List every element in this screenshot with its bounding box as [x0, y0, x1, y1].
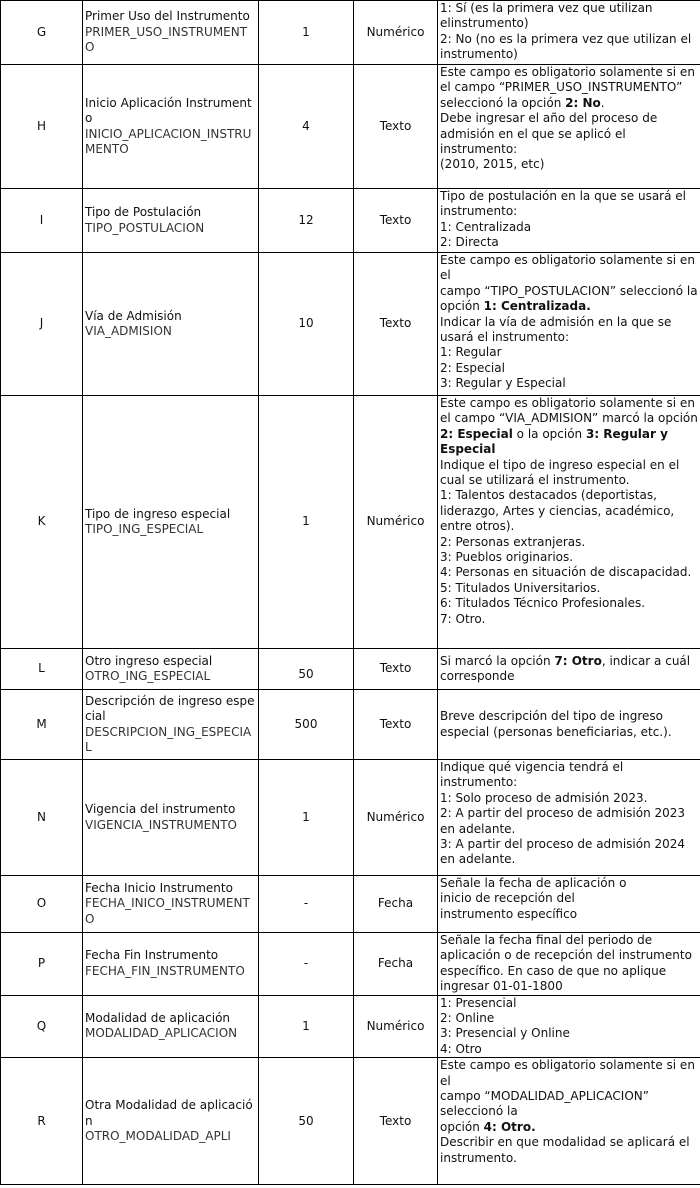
description-line [440, 581, 698, 596]
description-text: Indique el tipo de ingreso especial en el cual se utilizará el instrumento. [440, 457, 680, 488]
description-text: Tipo de postulación en la que se usará el instrumento: [440, 189, 686, 219]
field-label: Fecha Fin Instrumento [85, 948, 219, 963]
field-description [438, 760, 700, 876]
description-text: 3: Pueblos originarios. [440, 550, 574, 565]
description-line [440, 111, 698, 157]
description-text: 3: Regular y Especial [440, 376, 566, 391]
description-text: 1: Sí (es la primera vez que utilizan elinstrumento) [440, 1, 653, 31]
field-cell [83, 65, 259, 189]
row-letter: M [1, 690, 83, 760]
table-row [1, 1, 700, 65]
field-description [438, 189, 700, 253]
description-text: Si marcó la opción [440, 653, 555, 668]
description-text: 1: Solo proceso de admisión 2023. [440, 790, 648, 805]
field-label: Primer Uso del Instrumento [85, 9, 250, 24]
field-label: Descripción de ingreso especial [85, 693, 255, 724]
description-bold: 1: Centralizada. [483, 299, 591, 314]
table-row [1, 876, 700, 933]
description-line [440, 253, 698, 284]
table-row [1, 189, 700, 253]
field-length: 4 [259, 65, 354, 189]
field-length: 50 [259, 1058, 354, 1185]
field-variable: TIPO_ING_ESPECIAL [85, 522, 204, 536]
description-text: 2: Online [440, 1011, 495, 1026]
field-length: - [259, 876, 354, 933]
row-letter: P [1, 933, 83, 996]
field-type: Texto [354, 253, 438, 396]
field-label: Inicio Aplicación Instrumento [85, 95, 252, 126]
field-description [438, 876, 700, 933]
field-variable: VIA_ADMISION [85, 324, 172, 338]
description-line [440, 1089, 698, 1120]
field-cell [83, 396, 259, 649]
row-letter: N [1, 760, 83, 876]
description-line [440, 876, 698, 891]
description-text: 5: Titulados Universitarios. [440, 580, 601, 595]
description-line [440, 550, 698, 565]
description-line [440, 837, 698, 868]
field-variable: OTRO_ING_ESPECIAL [85, 669, 211, 683]
description-line [440, 32, 698, 63]
description-line [440, 65, 698, 111]
field-cell [83, 1058, 259, 1185]
field-description [438, 1058, 700, 1185]
field-label: Otra Modalidad de aplicación [85, 1098, 253, 1128]
table-row [1, 690, 700, 760]
description-text: Este campo es obligatorio solamente si en el campo “PRIMER_USO_INSTRUMENTO” seleccionó la opción [440, 65, 695, 110]
description-line [440, 1011, 698, 1026]
field-length: 500 [259, 690, 354, 760]
description-line [440, 157, 698, 172]
description-line [440, 791, 698, 806]
field-description [438, 253, 700, 396]
description-text: 2: Personas extranjeras. [440, 534, 586, 549]
description-text: 2: Especial [440, 360, 505, 375]
row-letter: O [1, 876, 83, 933]
field-cell [83, 995, 259, 1058]
description-text: 1: Regular [440, 345, 502, 360]
field-variable: OTRO_MODALIDAD_APLI [85, 1128, 231, 1143]
description-line [440, 565, 698, 580]
description-line [440, 345, 698, 360]
description-bold: 7: Otro [554, 653, 602, 668]
row-letter: Q [1, 995, 83, 1058]
row-letter: H [1, 65, 83, 189]
field-description [438, 1, 700, 65]
field-type: Texto [354, 690, 438, 760]
description-line [440, 220, 698, 235]
field-label: Tipo de Postulación [85, 205, 202, 220]
table-row [1, 995, 700, 1058]
row-letter: K [1, 396, 83, 649]
description-text: Debe ingresar el año del proceso de admisión en el que se aplicó el instrumento: [440, 111, 658, 157]
field-length: - [259, 933, 354, 996]
table-body [1, 1, 700, 1185]
description-line [440, 612, 698, 627]
field-variable: MODALIDAD_APLICACION [85, 1026, 238, 1041]
description-line [440, 709, 698, 740]
field-length: 1 [259, 760, 354, 876]
description-text: Este campo es obligatorio solamente si en el [440, 1058, 695, 1088]
field-cell [83, 876, 259, 933]
row-letter: I [1, 189, 83, 253]
field-label: Tipo de ingreso especial [85, 506, 231, 521]
description-line [440, 1, 698, 32]
description-line [440, 396, 698, 458]
description-text: Señale la fecha final del periodo de aplicación o de recepción del instrumento específico. En caso de que no aplique ingresar 01-01-1800 [440, 933, 692, 994]
description-text: Describir en que modalidad se aplicará el instrumento. [440, 1135, 690, 1165]
description-line [440, 361, 698, 376]
field-variable: DESCRIPCION_ING_ESPECIAL [85, 724, 252, 754]
field-label: Fecha Inicio Instrumento [85, 880, 233, 895]
description-line [440, 1058, 698, 1089]
description-line [440, 488, 698, 534]
description-text: 1: Talentos destacados (deportistas, liderazgo, Artes y ciencias, académico, entre otros). [440, 488, 675, 534]
field-variable: VIGENCIA_INSTRUMENTO [85, 817, 238, 832]
description-text: instrumento específico [440, 906, 578, 921]
description-text: Este campo es obligatorio solamente si en el [440, 253, 695, 283]
field-description [438, 396, 700, 649]
description-bold: 4: Otro. [483, 1119, 536, 1134]
description-line [440, 458, 698, 489]
field-variable: INICIO_APLICACION_INSTRUMENTO [85, 126, 252, 156]
description-line [440, 806, 698, 837]
table-row [1, 760, 700, 876]
description-text: inicio de recepción del [440, 891, 575, 906]
row-letter: J [1, 253, 83, 396]
field-description [438, 690, 700, 760]
description-text: Indicar la vía de admisión en la que se usará el instrumento: [440, 314, 672, 345]
field-variable: FECHA_FIN_INSTRUMENTO [85, 963, 245, 978]
field-variable: TIPO_POSTULACION [85, 220, 205, 235]
row-letter: L [1, 649, 83, 690]
field-type: Fecha [354, 933, 438, 996]
field-length: 10 [259, 253, 354, 396]
description-text: Breve descripción del tipo de ingreso especial (personas beneficiarias, etc.). [440, 709, 672, 739]
table-row [1, 253, 700, 396]
field-description [438, 65, 700, 189]
description-bold: 2: Especial [440, 426, 513, 441]
field-description [438, 933, 700, 996]
description-line [440, 891, 698, 906]
field-type: Numérico [354, 1, 438, 65]
field-type: Numérico [354, 760, 438, 876]
description-line [440, 1120, 698, 1135]
field-label: Modalidad de aplicación [85, 1011, 231, 1026]
table-row [1, 933, 700, 996]
description-text: 3: A partir del proceso de admisión 2024 en adelante. [440, 837, 686, 867]
description-text: 4: Otro [440, 1041, 482, 1056]
description-text: 4: Personas en situación de discapacidad. [440, 565, 692, 580]
description-line [440, 1026, 698, 1041]
description-line [440, 189, 698, 220]
field-cell [83, 690, 259, 760]
description-text: 2: Directa [440, 235, 499, 250]
table-row [1, 396, 700, 649]
description-text: 7: Otro. [440, 611, 486, 626]
description-line [440, 907, 698, 922]
row-letter: R [1, 1058, 83, 1185]
field-variable: FECHA_INICO_INSTRUMENTO [85, 896, 250, 926]
description-line [440, 760, 698, 791]
field-cell [83, 649, 259, 690]
description-bold: 2: No [565, 95, 601, 110]
description-text: (2010, 2015, etc) [440, 157, 545, 172]
field-type: Numérico [354, 995, 438, 1058]
description-line [440, 315, 698, 346]
field-type: Texto [354, 1058, 438, 1185]
description-text: opción [440, 1119, 484, 1134]
description-text: 2: No (no es la primera vez que utilizan el instrumento) [440, 31, 692, 62]
description-line [440, 1042, 698, 1057]
description-text: Este campo es obligatorio solamente si en el campo “VIA_ADMISION” marcó la opción [440, 396, 698, 426]
field-label: Otro ingreso especial [85, 653, 213, 668]
field-type: Texto [354, 189, 438, 253]
field-cell [83, 189, 259, 253]
field-length: 12 [259, 189, 354, 253]
description-line [440, 535, 698, 550]
description-line [440, 284, 698, 315]
description-line [440, 996, 698, 1011]
field-type: Texto [354, 649, 438, 690]
field-type: Texto [354, 65, 438, 189]
description-text: 6: Titulados Técnico Profesionales. [440, 596, 646, 611]
field-length: 1 [259, 396, 354, 649]
description-line [440, 376, 698, 391]
description-text: Señale la fecha de aplicación o [440, 876, 627, 890]
field-description [438, 995, 700, 1058]
field-cell [83, 1, 259, 65]
description-line [440, 235, 698, 250]
description-text: , indicar a cuál corresponde [440, 653, 691, 683]
description-text: 2: A partir del proceso de admisión 2023 en adelante. [440, 806, 686, 836]
description-line [440, 933, 698, 995]
field-label: Vía de Admisión [85, 308, 182, 323]
description-line [440, 596, 698, 611]
description-text: 1: Centralizada [440, 219, 532, 234]
field-length: 50 [259, 649, 354, 690]
description-text: campo “TIPO_POSTULACION” seleccionó la opción [440, 283, 698, 314]
description-text: 3: Presencial y Online [440, 1026, 570, 1041]
field-length: 1 [259, 1, 354, 65]
field-description [438, 649, 700, 690]
description-text: o la opción [512, 426, 586, 441]
table-row [1, 649, 700, 690]
description-bold: 3: Regular y Especial [440, 426, 668, 457]
description-text: . [600, 95, 605, 110]
table-row [1, 1058, 700, 1185]
row-letter: G [1, 1, 83, 65]
field-length: 1 [259, 995, 354, 1058]
description-text: Indique qué vigencia tendrá el instrumento: [440, 760, 624, 790]
description-text: campo “MODALIDAD_APLICACION” seleccionó la [440, 1089, 649, 1119]
field-type: Numérico [354, 396, 438, 649]
description-line [440, 654, 698, 685]
field-cell [83, 760, 259, 876]
description-line [440, 1135, 698, 1166]
field-label: Vigencia del instrumento [85, 802, 236, 817]
field-cell [83, 933, 259, 996]
field-variable: PRIMER_USO_INSTRUMENTO [85, 24, 248, 55]
field-type: Fecha [354, 876, 438, 933]
description-text: 1: Presencial [440, 995, 517, 1010]
table-row [1, 65, 700, 189]
field-cell [83, 253, 259, 396]
